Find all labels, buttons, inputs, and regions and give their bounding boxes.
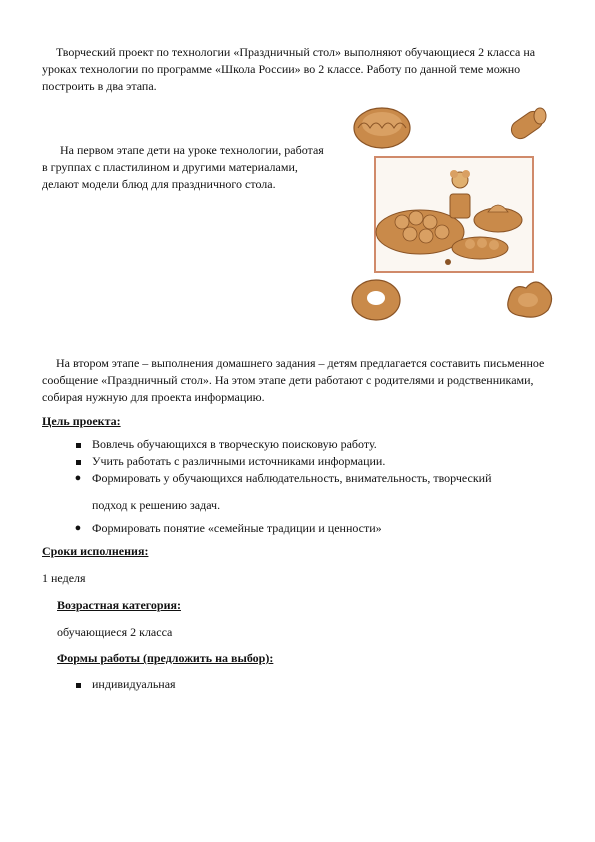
tart-bottom-right-image (508, 282, 552, 317)
plasticine-dishes-photo (350, 102, 555, 327)
pie-top-left-image (354, 108, 410, 148)
goals-list (72, 436, 562, 537)
goal-heading: Цель проекта: (42, 414, 121, 428)
goal-item-continuation: подход к решению задач. (92, 498, 221, 512)
square-bullet-icon (72, 453, 84, 470)
form-item: индивидуальная (72, 676, 176, 693)
stage-one-paragraph: На первом этапе дети на уроке технологии, работая в группах с пластилином и другими материалами, делают модели блюд для праздничного стола. (42, 143, 324, 191)
dot-bullet-icon: ● (74, 472, 82, 484)
goal-item: Учить работать с различными источниками информации. (72, 453, 562, 470)
terms-heading: Сроки исполнения: (42, 544, 149, 558)
stage-two-paragraph: На втором этапе – выполнения домашнего задания – детям предлагается составить письменное сообщение «Праздничный стол». На этом этапе дети работают с родителями и родственниками, собирая нужную для проекта информацию. (42, 356, 545, 404)
goal-item: ● Формировать понятие «семейные традиции и ценности» (72, 520, 562, 537)
terms-value: 1 неделя (42, 571, 86, 585)
age-value: обучающиеся 2 класса (57, 625, 173, 639)
bagel-bottom-left-image (352, 280, 400, 320)
forms-list (72, 676, 176, 693)
roll-top-right-image (508, 108, 546, 142)
forms-heading: Формы работы (предложить на выбор): (57, 651, 274, 665)
square-bullet-icon (72, 436, 84, 453)
goal-item: Вовлечь обучающихся в творческую поисковую работу. (72, 436, 562, 453)
age-heading: Возрастная категория: (57, 598, 181, 612)
square-bullet-icon (72, 676, 84, 693)
central-table-setting-image (375, 157, 533, 272)
dot-bullet-icon: ● (74, 522, 82, 534)
goal-item: ● Формировать у обучающихся наблюдательность, внимательность, творческий подход к решению задач. (72, 470, 562, 514)
intro-paragraph: Творческий проект по технологии «Праздничный стол» выполняют обучающиеся 2 класса на уроках технологии по программе «Школа России» во 2 классе. Работу по данной теме можно построить в два этапа. (42, 45, 536, 93)
